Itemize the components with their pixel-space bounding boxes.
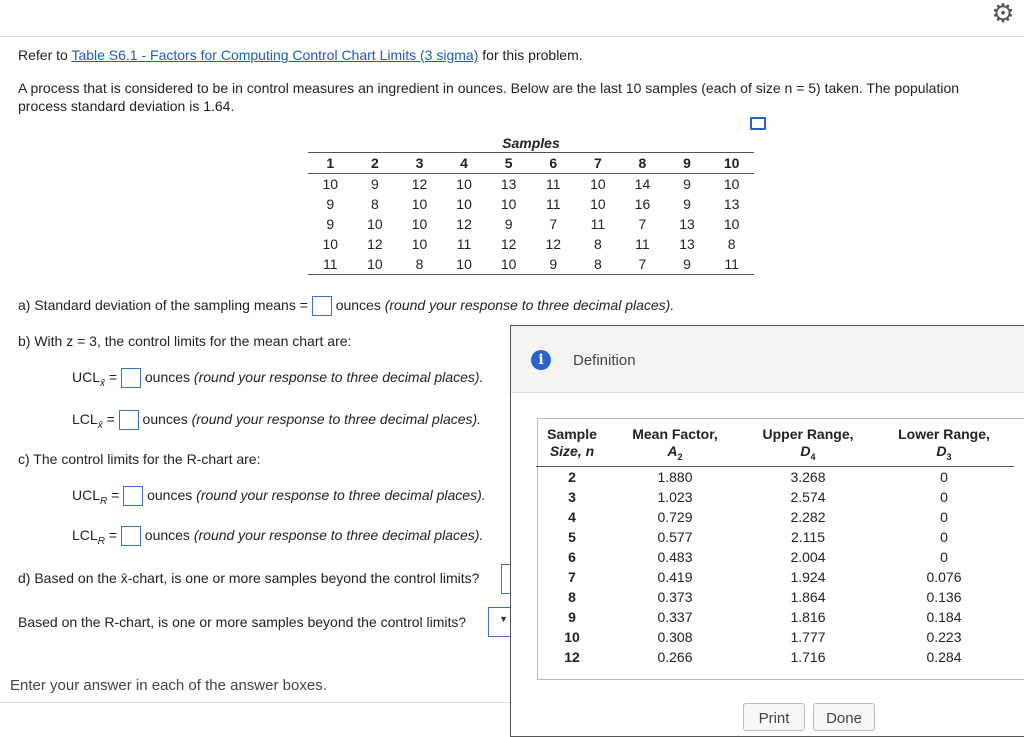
sample-cell: 9	[326, 196, 335, 212]
table-row	[536, 487, 1014, 507]
r-beyond-limits-dropdown[interactable]	[488, 607, 511, 637]
sample-cell: 9	[683, 176, 691, 192]
factor-cell: 1.924	[790, 568, 826, 585]
sample-cell: 12	[500, 236, 517, 252]
sample-cell: 10	[456, 176, 472, 192]
sample-cell: 10	[367, 216, 383, 232]
factor-cell: 0.337	[657, 608, 693, 625]
gear-icon[interactable]: ⚙	[991, 0, 1015, 28]
factor-column-header	[874, 426, 1014, 466]
factor-cell: 0	[940, 468, 948, 485]
factor-cell: 1.777	[790, 628, 826, 645]
factor-cell: 0.223	[926, 628, 962, 645]
factor-cell: 0.577	[657, 528, 693, 545]
factor-cell: 0.483	[657, 548, 693, 565]
question-c: c) The control limits for the R-chart are:	[18, 451, 261, 467]
lcl-r-row: $LCL_R$ = ounces (round your response to three decimal places).	[72, 527, 484, 547]
factor-cell: 1.023	[657, 488, 693, 505]
factor-cell: 1.880	[657, 468, 693, 485]
sample-cell: 13	[500, 176, 517, 192]
factor-column-header	[742, 426, 874, 466]
sample-cell: 8	[576, 254, 621, 275]
factor-cell: 0.308	[657, 628, 693, 645]
samples-table	[308, 134, 754, 275]
sample-cell: 10	[723, 176, 740, 192]
factor-cell: 2.115	[791, 528, 825, 545]
status-text: Enter your answer in each of the answer boxes.	[10, 677, 327, 694]
intro-line: Refer to Table S6.1 - Factors for Computing Control Chart Limits (3 sigma) for this problem.	[18, 47, 583, 63]
factor-cell: 0	[940, 488, 948, 505]
sample-cell: 10	[723, 216, 740, 232]
factor-cell: 8	[568, 588, 576, 605]
status-divider	[0, 702, 512, 703]
sample-cell: 8	[397, 254, 442, 275]
factor-cell: 3.268	[790, 468, 826, 485]
factor-cell: 0.076	[926, 568, 962, 585]
header-symbol: $D_3$	[936, 443, 952, 462]
table-row	[308, 174, 754, 195]
factor-cell: 0.284	[926, 648, 962, 665]
table-row	[308, 194, 754, 214]
sample-header: 6	[531, 153, 576, 174]
sample-header: 3	[397, 153, 442, 174]
sample-cell: 7	[620, 254, 665, 275]
factor-cell: 0.184	[926, 608, 962, 625]
sample-cell: 9	[370, 176, 379, 192]
ucl-x-row: $UCL_{x̄}$ = ounces (round your response to three decimal places).	[72, 369, 484, 389]
done-button[interactable]: Done	[813, 703, 875, 731]
sample-header: 5	[486, 153, 531, 174]
info-icon: i	[531, 350, 551, 370]
header-line: Sample	[547, 426, 597, 442]
factor-cell: 2.282	[790, 508, 826, 525]
table-row	[536, 587, 1014, 607]
sample-cell: 11	[545, 176, 561, 192]
sample-cell: 11	[308, 254, 353, 275]
sample-header: 7	[576, 153, 621, 174]
factor-cell: 0	[940, 508, 948, 525]
factor-cell: 0.266	[657, 648, 693, 665]
ucl-r-row: $UCL_R$ = ounces (round your response to three decimal places).	[72, 487, 486, 507]
sample-cell: 10	[590, 196, 606, 212]
table-row	[308, 214, 754, 234]
question-b: b) With z = 3, the control limits for the mean chart are:	[18, 333, 352, 349]
sample-header: 1	[308, 153, 353, 174]
sample-header: 10	[709, 153, 754, 174]
sample-cell: 8	[593, 236, 602, 252]
header-line: Upper Range,	[762, 426, 854, 442]
table-row	[536, 567, 1014, 587]
table-row	[536, 466, 1014, 487]
sample-cell: 9	[683, 196, 691, 212]
sample-cell: 12	[456, 216, 472, 232]
header-line: Lower Range,	[898, 426, 990, 442]
table-row	[308, 254, 754, 275]
sample-cell: 10	[411, 216, 428, 232]
sample-cell: 7	[549, 216, 558, 232]
sample-header: 9	[665, 153, 710, 174]
sample-cell: 11	[635, 236, 650, 252]
sample-cell: 10	[486, 254, 531, 275]
ucl-r-input[interactable]	[123, 486, 143, 506]
table-row	[536, 647, 1014, 667]
lcl-x-row: $LCL_{x̄}$ = ounces (round your response to three decimal places).	[72, 411, 482, 431]
sample-cell: 10	[411, 236, 428, 252]
sample-cell: 12	[411, 176, 428, 192]
factor-cell: 0.729	[657, 508, 693, 525]
top-divider	[0, 36, 1024, 37]
factor-cell: 3	[568, 488, 576, 505]
factor-cell: 0	[940, 548, 948, 565]
factor-cell: 5	[568, 528, 576, 545]
copy-table-icon[interactable]	[750, 117, 766, 130]
sample-cell: 9	[326, 216, 335, 232]
table-row	[536, 607, 1014, 627]
sample-cell: 13	[723, 196, 740, 212]
table-row	[536, 627, 1014, 647]
sample-cell: 10	[411, 196, 428, 212]
factor-cell: 4	[568, 508, 576, 525]
factor-cell: 2	[568, 468, 576, 485]
ucl-x-input[interactable]	[121, 368, 141, 388]
sample-cell: 9	[531, 254, 576, 275]
sample-cell: 10	[322, 236, 339, 252]
table-row	[536, 547, 1014, 567]
sample-cell: 9	[665, 254, 710, 275]
factor-cell: 2.574	[790, 488, 826, 505]
lcl-x-input[interactable]	[119, 410, 139, 430]
problem-text-line1: A process that is considered to be in control measures an ingredient in ounces. Below are the last 10 samples (each of size n = 5) taken. The population	[18, 80, 960, 96]
header-symbol: $D_4$	[800, 443, 816, 462]
factor-cell: 2.004	[790, 548, 826, 565]
question-d2: Based on the R-chart, is one or more samples beyond the control limits?	[18, 614, 467, 630]
table-row	[536, 507, 1014, 527]
sample-cell: 10	[590, 176, 606, 192]
samples-caption: Samples	[502, 135, 560, 151]
header-line: Mean Factor,	[632, 426, 718, 442]
sample-cell: 11	[545, 196, 561, 212]
factor-cell: 7	[568, 568, 576, 585]
sample-cell: 16	[634, 196, 651, 212]
sample-cell: 9	[504, 216, 513, 232]
factor-cell: 9	[568, 608, 576, 625]
header-symbol: Size, n	[549, 443, 595, 459]
factor-cell: 1.816	[790, 608, 826, 625]
factor-cell: 0	[940, 528, 948, 545]
sample-cell: 12	[545, 236, 562, 252]
sample-cell: 11	[456, 236, 472, 252]
sample-cell: 13	[679, 236, 695, 252]
sample-header: 2	[353, 153, 398, 174]
factor-cell: 12	[564, 648, 580, 665]
table-s6-1-link[interactable]: Table S6.1 - Factors for Computing Control Chart Limits (3 sigma)	[71, 47, 479, 63]
factor-cell: 1.864	[790, 588, 826, 605]
std-dev-input[interactable]	[312, 296, 332, 316]
sample-cell: 13	[679, 216, 695, 232]
sample-cell: 8	[727, 236, 736, 252]
factor-cell: 0.136	[926, 588, 962, 605]
factor-cell: 1.716	[790, 648, 826, 665]
header-symbol: $A_2$	[667, 443, 683, 462]
factor-cell: 0.419	[657, 568, 693, 585]
sample-cell: 10	[456, 196, 472, 212]
sample-cell: 10	[500, 196, 517, 212]
definition-title: Definition	[573, 352, 636, 369]
sample-cell: 10	[322, 176, 339, 192]
sample-cell: 10	[442, 254, 487, 275]
print-button[interactable]: Print	[743, 703, 805, 731]
factor-column-header	[536, 426, 608, 466]
problem-text-line2: process standard deviation is 1.64.	[18, 98, 235, 114]
factor-cell: 10	[564, 628, 580, 645]
lcl-r-input[interactable]	[121, 526, 141, 546]
question-a: a) Standard deviation of the sampling means = ounces (round your response to three decimal places).	[18, 295, 674, 316]
factor-cell: 0.373	[657, 588, 693, 605]
table-row	[536, 527, 1014, 547]
sample-cell: 10	[353, 254, 398, 275]
table-row	[308, 234, 754, 254]
sample-header: 4	[442, 153, 487, 174]
sample-cell: 7	[638, 216, 647, 232]
definition-header	[511, 326, 1024, 393]
sample-cell: 11	[709, 254, 754, 275]
sample-cell: 14	[634, 176, 651, 192]
factors-table	[536, 426, 1014, 667]
sample-header: 8	[620, 153, 665, 174]
sample-cell: 8	[370, 196, 379, 212]
sample-cell: 11	[590, 216, 606, 232]
factor-column-header	[608, 426, 742, 466]
factor-cell: 6	[568, 548, 576, 565]
sample-cell: 12	[367, 236, 383, 252]
question-d1: d) Based on the x̄-chart, is one or more samples beyond the control limits?	[18, 570, 480, 586]
chevron-down-icon: ▼	[499, 614, 508, 624]
